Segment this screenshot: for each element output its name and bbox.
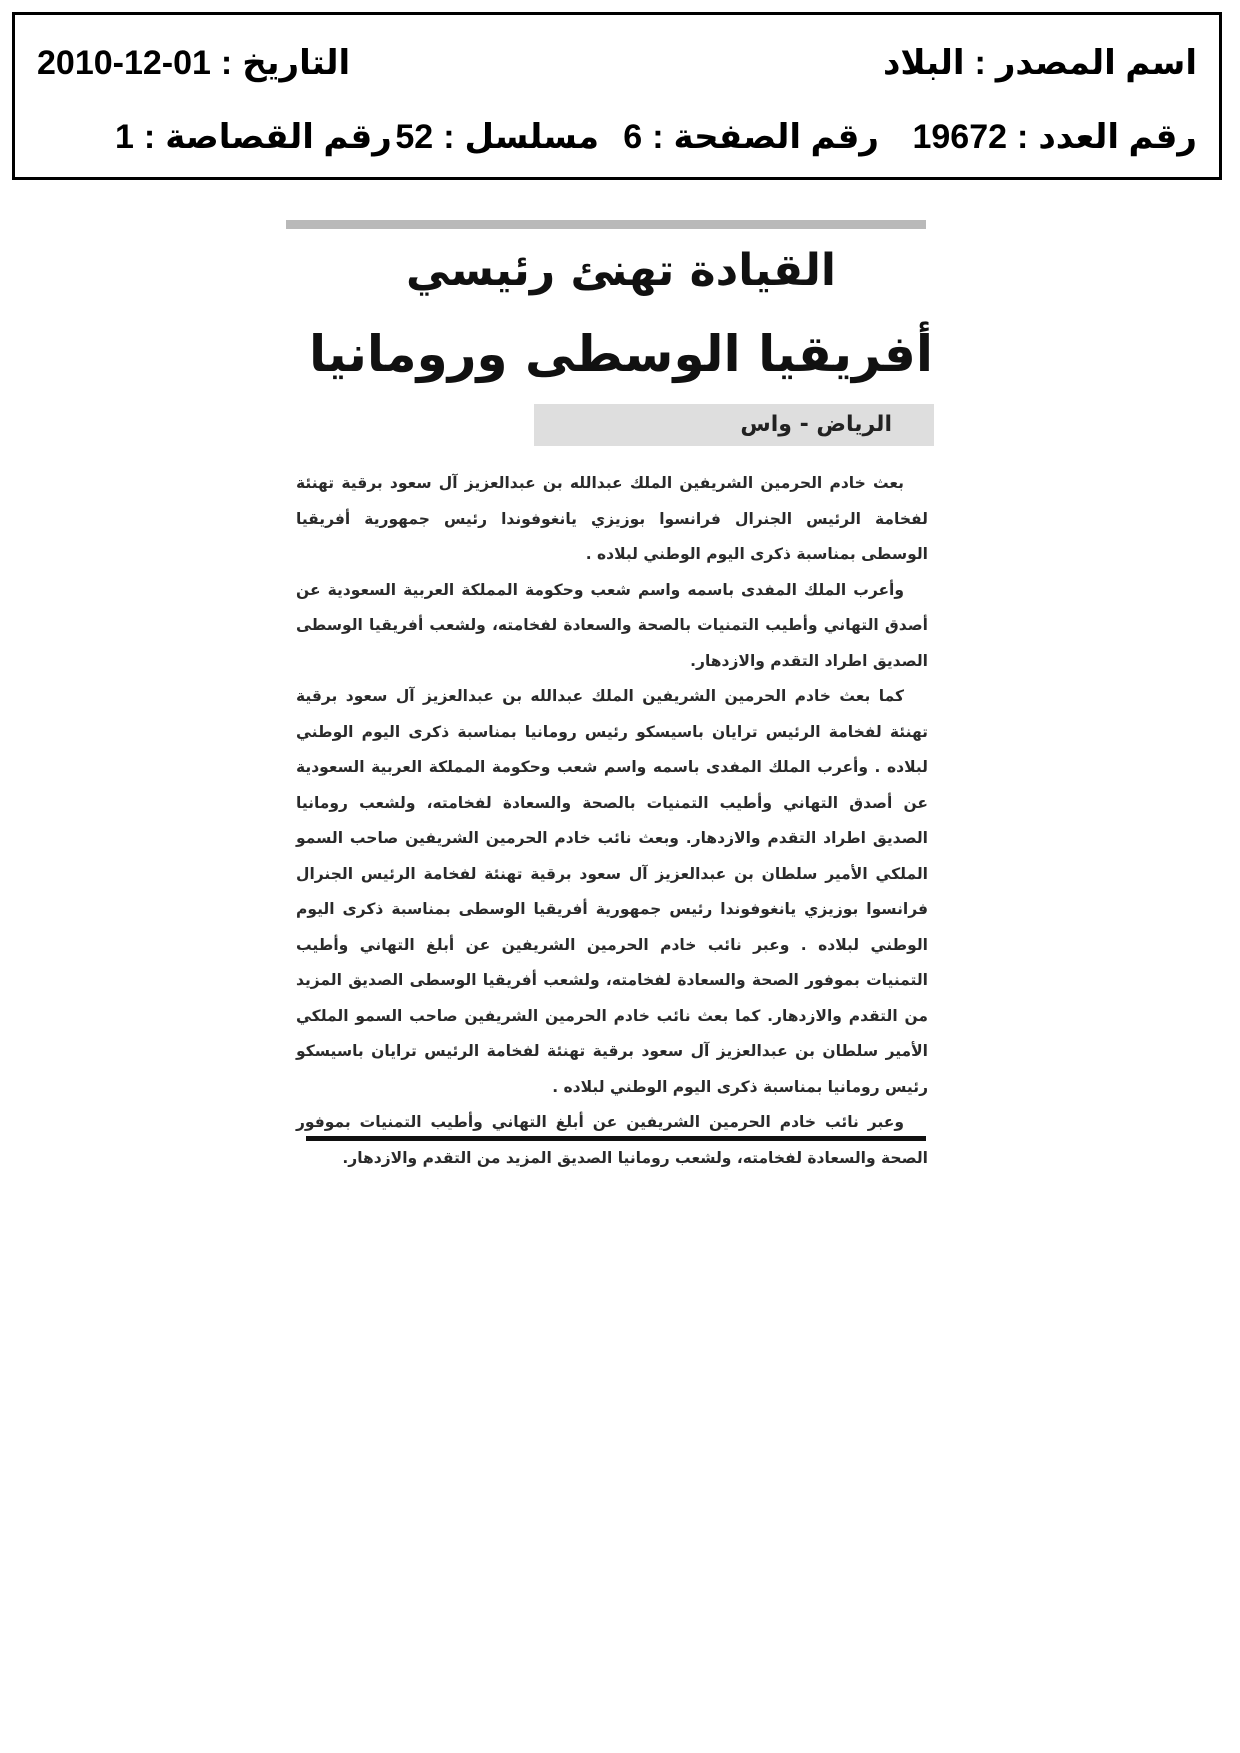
clip-number-value: 1 <box>115 118 134 156</box>
source-label: اسم المصدر <box>995 44 1197 82</box>
issue-number-label: رقم العدد <box>1038 118 1197 156</box>
serial-value: 52 <box>395 118 434 156</box>
page-number-value: 6 <box>623 118 643 156</box>
clip-number-separator: : <box>143 118 156 156</box>
clipping-top-rule <box>286 220 926 229</box>
article-body <box>296 466 928 1176</box>
article-paragraph: كما بعث خادم الحرمين الشريفين الملك عبدالله بن عبدالعزيز آل سعود برقية تهنئة لفخامة الرئيس ترايان باسيسكو رئيس رومانيا بمناسبة ذكرى اليوم الوطني لبلاده . وأعرب الملك المفدى باسمه واسم شعب وحكومة المملكة العربية السعودية عن أصدق التهاني وأطيب التمنيات بالصحة والسعادة لفخامته، ولشعب رومانيا الصديق اطراد التقدم والازدهار. وبعث نائب خادم الحرمين الشريفين صاحب السمو الملكي الأمير سلطان بن عبدالعزيز آل سعود برقية تهنئة لفخامة الرئيس الجنرال فرانسوا بوزيزي يانغوفوندا رئيس جمهورية أفريقيا الوسطى بمناسبة ذكرى اليوم الوطني لبلاده . وعبر نائب خادم الحرمين الشريفين عن أبلغ التهاني وأطيب التمنيات بموفور الصحة والسعادة لفخامته، ولشعب أفريقيا الوسطى الصديق المزيد من التقدم والازدهار. كما بعث نائب خادم الحرمين الشريفين صاحب السمو الملكي الأمير سلطان بن عبدالعزيز آل سعود برقية تهنئة لفخامة الرئيس ترايان باسيسكو رئيس رومانيا بمناسبة ذكرى اليوم الوطني لبلاده . <box>296 687 928 1096</box>
issue-number-separator: : <box>1017 118 1029 156</box>
page-number-label: رقم الصفحة <box>673 118 879 156</box>
date-separator: : <box>220 44 233 82</box>
clip-number-field <box>115 117 392 157</box>
serial-label: مسلسل <box>464 118 599 156</box>
page-number-field <box>623 117 879 157</box>
dateline-bar <box>534 404 934 446</box>
serial-field <box>395 117 599 157</box>
page-number-separator: : <box>652 118 664 156</box>
headline-line-1: القيادة تهنئ رئيسي <box>406 245 836 296</box>
clip-number-label: رقم القصاصة <box>165 118 392 156</box>
source-field <box>883 43 1197 83</box>
article-paragraph: بعث خادم الحرمين الشريفين الملك عبدالله بن عبدالعزيز آل سعود برقية تهنئة لفخامة الرئيس الجنرال فرانسوا بوزيزي يانغوفوندا رئيس جمهورية أفريقيا الوسطى بمناسبة ذكرى اليوم الوطني لبلاده . <box>296 474 928 563</box>
serial-separator: : <box>443 118 455 156</box>
clipping-metadata-box <box>12 12 1222 180</box>
dateline: الرياض - واس <box>740 412 892 437</box>
clipping-bottom-rule <box>306 1136 926 1141</box>
date-label: التاريخ <box>242 44 351 82</box>
source-separator: : <box>974 44 986 82</box>
date-field <box>37 43 350 83</box>
source-value: البلاد <box>882 44 965 82</box>
headline-line-2: أفريقيا الوسطى ورومانيا <box>308 325 934 383</box>
newspaper-clipping <box>286 218 936 1167</box>
issue-number-field <box>912 117 1197 157</box>
date-value: 2010-12-01 <box>37 44 211 82</box>
article-paragraph: وأعرب الملك المفدى باسمه واسم شعب وحكومة المملكة العربية السعودية عن أصدق التهاني وأطيب التمنيات بالصحة والسعادة لفخامته، ولشعب أفريقيا الوسطى الصديق اطراد التقدم والازدهار. <box>296 580 928 670</box>
issue-number-value: 19672 <box>912 118 1008 156</box>
article-paragraph: وعبر نائب خادم الحرمين الشريفين عن أبلغ التهاني وأطيب التمنيات بموفور الصحة والسعادة لفخامته، ولشعب رومانيا الصديق المزيد من التقدم والازدهار. <box>296 1113 928 1167</box>
